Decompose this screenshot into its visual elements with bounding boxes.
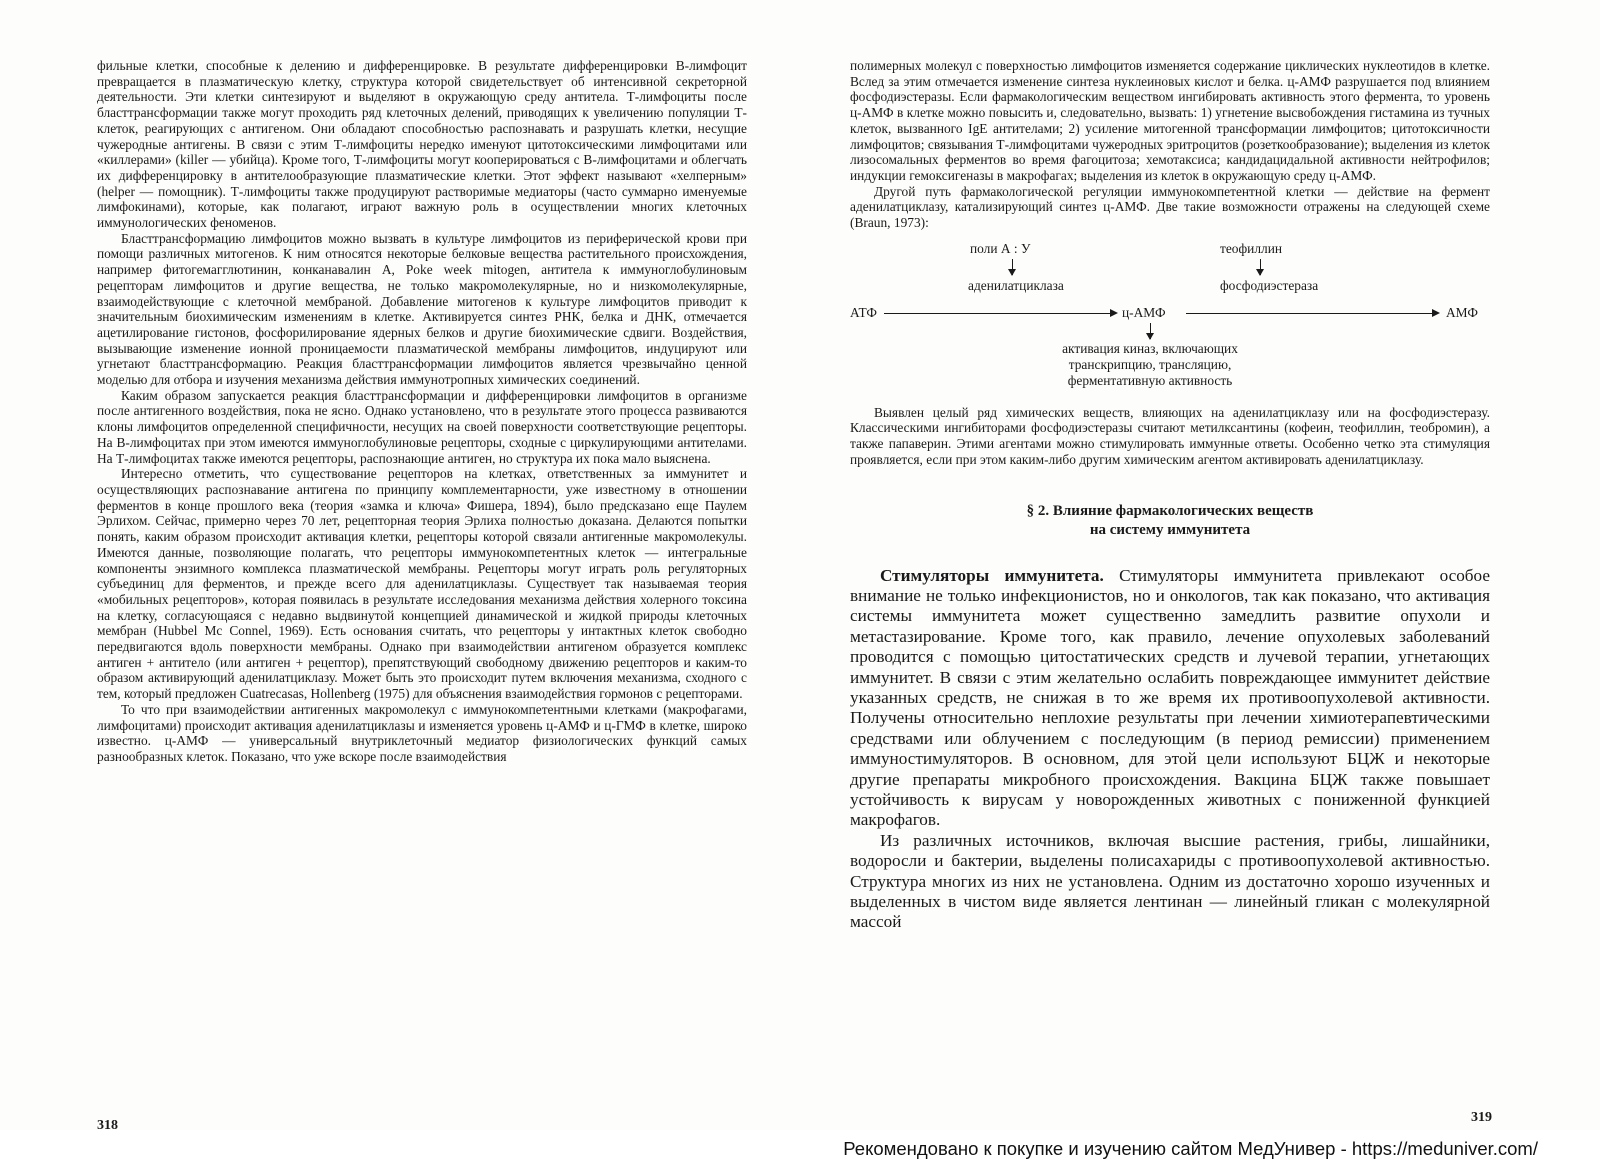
right-paragraph-1: полимерных молекул с поверхностью лимфоцитов изменяется содержание циклических нуклеотидов в клетке. Вслед за этим отмечается изменение синтеза нуклеиновых кислот и белка. ц-АМФ разрушается под влиянием фосфодиэстеразы. Если фармакологическим веществом ингибировать активность этого фермента, то уровень ц-АМФ в клетке можно повысить и, следовательно, вызвать: 1) угнетение высвобождения гистамина из тучных клеток, вызванного IgE антителами; 2) усиление митогенной трансформации лимфоцитов; цитотоксичности лимфоцитов; связывания Т-лимфоцитами чужеродных эритроцитов (розеткообразование); выделения из клеток лизосомальных ферментов во время фагоцитоза; хемотаксиса; кандидацидальной активности нейтрофилов; индукции гемоксигеназы в макрофагах; выделения из клеток в окружающую среду ц-АМФ. [850,58,1490,183]
section-title-line-2: на систему иммунитета [1089,521,1251,538]
left-paragraph-1: фильные клетки, способные к делению и дифференцировке. В результате дифференцировки В-лимфоцит превращается в плазматическую клетку, структура которой свидетельствует об интенсивной секреторной деятельности. Эти клетки синтезируют и выделяют в окружающую среду антитела. Т-лимфоциты после бласттрансформации также могут проходить ряд клеточных делений, приводящих к увеличению популяции Т-клеток, реагирующих с антигеном. Они обладают способностью распознавать и разрушать клетки, несущие чужеродные антигены. В связи с этим Т-лимфоциты нередко именуют цитотоксическими лимфоцитами или «киллерами» (killer — убийца). Кроме того, Т-лимфоциты могут кооперироваться с В-лимфоцитами и облегчать их дифференцировку в антителообразующие плазматические клетки. Этот эффект называют «хелперным» (helper — помощник). Т-лимфоциты также продуцируют растворимые медиаторы (часто суммарно именуемые лимфокинами), которые, как полагают, играют важную роль в осуществлении многих клеточных иммунологических феноменов. [97,58,747,231]
left-page [0,0,800,1133]
scheme-theophylline-arrow [1260,259,1261,275]
scheme-activation-line-1: активация киназ, включающих [1062,340,1238,356]
stimulators-text [850,566,1490,933]
scheme-amp-label: АМФ [1446,304,1478,320]
left-paragraph-3: Каким образом запускается реакция бласттрансформации и дифференцировки лимфоцитов в организме после антигенного воздействия, пока не ясно. Однако установлено, что в результате этого процесса развиваются клоны лимфоцитов определенной специфичности, несущих на своей поверхности соответствующие рецепторы. На В-лимфоцитах при этом имеются иммуноглобулиновые рецепторы, сходные с циркулирующими антителами. На Т-лимфоцитах также имеются рецепторы, распознающие антиген, но структура их пока мало выяснена. [97,387,747,466]
scheme-phosphodiesterase-label: фосфодиэстераза [1220,277,1319,293]
section-title [850,502,1490,540]
scheme-activation-line-2: транскрипцию, трансляцию, [1068,356,1232,372]
left-page-number: 318 [97,1118,118,1133]
scheme-poly-au-arrow [1012,259,1013,275]
left-paragraph-2: Бласттрансформацию лимфоцитов можно вызвать в культуре лимфоцитов из периферической крови при помощи различных митогенов. К ним относятся некоторые белковые вещества растительного происхождения, например фитогемагглютинин, конканавалин А, Poke week mitogen, антитела к иммуноглобулиновым рецепторам лимфоцитов и другие вещества, не только макромолекулярные, но и низкомолекулярные, взаимодействующие с клеточной мембраной. Добавление митогенов к культуре лимфоцитов приводит к значительным биохимическим изменениям в клетке. Активируется синтез РНК, белка и ДНК, отмечается ацетилирование гистонов, фосфорилирование ядерных белков и другие биохимические сдвиги. Воздействия, вызывающие изменение ионной проницаемости плазматической мембраны лимфоцитов, индуцируют или угнетают бласттрансформацию. Реакция бласттрансформации лимфоцитов является чрезвычайно ценной моделью для отбора и изучения механизма действия иммунотропных химических соединений. [97,230,747,388]
right-page [800,0,1600,1130]
big-paragraph-2: Из различных источников, включая высшие растения, грибы, лишайники, водоросли и бактерии, выделены полисахариды с противоопухолевой активностью. Структура многих из них не установлена. Одним из достаточно хорошо изученных и выделенных в чистом виде является лентинан — линейный гликан с молекулярной массой [850,830,1490,932]
scheme-atp-to-camp-arrow [884,313,1116,314]
scheme-camp-down-arrow [1150,323,1151,339]
big-paragraph-1-body: Стимуляторы иммунитета привлекают особое внимание не только инфекционистов, но и онкологов, так как показано, что активация системы иммунитета может существенно замедлить развитие опухоли и метастазирование. Кроме того, как правило, лечение опухолевых заболеваний проводится с помощью цитостатических средств и лучевой терапии, угнетающих иммунитет. В связи с этим желательно ослабить повреждающее иммунитет действие указанных средств, не снижая в то же время их противоопухолевой активности. Получены относительно неплохие результаты при лечении химиотерапевтическими средствами или облучением с последующим (в период ремиссии) применением иммуностимуляторов. В основном, для этой цели используют БЦЖ и некоторые другие препараты микробного происхождения. Вакцина БЦЖ также повышает устойчивость к вирусам у новорожденных животных с пониженной функцией макрофагов. [850,565,1490,830]
section-title-line-1: § 2. Влияние фармакологических веществ [1026,502,1314,519]
scheme-activation-text [1020,341,1280,389]
right-page-text-column [850,58,1490,933]
scheme-poly-au-label: поли А : У [970,240,1031,256]
right-paragraph-2: Другой путь фармакологической регуляции иммунокомпетентной клетки — действие на фермент аденилатциклазу, катализирующий синтез ц-АМФ. Две такие возможности отражены на следующей схеме (Braun, 1973): [850,183,1490,231]
scheme-theophylline-label: теофиллин [1220,240,1283,256]
right-paragraph-3: Выявлен целый ряд химических веществ, влияющих на аденилатциклазу или на фосфодиэстеразу. Классическими ингибиторами фосфодиэстеразы считают метилксантины (кофеин, теофиллин, теобромин), а также папаверин. Этими агентами можно стимулировать иммунные ответы. Особенно четко эта стимуляция проявляется, если при этом каким-либо другим химическим агентом активировать аденилатциклазу. [850,404,1490,467]
scheme-camp-to-amp-arrow [1186,313,1438,314]
big-paragraph-1 [850,566,1490,831]
scheme-adenylate-cyclase-label: аденилатциклаза [968,277,1064,293]
scheme-camp-label: ц-АМФ [1122,304,1166,320]
meduniver-footer-link[interactable]: Рекомендовано к покупке и изучению сайтом МедУнивер - https://meduniver.com/ [843,1138,1538,1159]
stimulators-heading: Стимуляторы иммунитета. [880,565,1104,585]
scheme-activation-line-3: ферментативную активность [1067,372,1233,388]
left-page-text-column [97,58,747,765]
left-paragraph-5: То что при взаимодействии антигенных макромолекул с иммунокомпетентными клетками (макрофагами, лимфоцитами) происходит активация аденилатциклазы и изменяется уровень ц-АМФ и ц-ГМФ в клетке, широко известно. ц-АМФ — универсальный внутриклеточный медиатор физиологических функций самых разнообразных клеток. Показано, что уже вскоре после взаимодействия [97,701,747,764]
right-page-number: 319 [1471,1110,1492,1125]
scheme-atp-label: АТФ [850,304,877,320]
camp-regulation-scheme [850,239,1490,399]
left-paragraph-4: Интересно отметить, что существование рецепторов на клетках, ответственных за иммунитет и осуществляющих распознавание антигена по принципу комплементарности, уже известному в отношении ферментов в конце прошлого века (теория «замка и ключа» Фишера, 1894), было предсказано еще Паулем Эрлихом. Сейчас, примерно через 70 лет, рецепторная теория Эрлиха полностью доказана. Делаются попытки понять, каким образом происходит активация клетки, рецепторы которой связали антигенные макромолекулы. Имеются данные, позволяющие полагать, что рецепторы иммунокомпетентных клеток — интегральные компоненты энзимного комплекса плазматической мембраны. Рецепторы могут играть роль регуляторных субъединиц для ферментов, и прежде всего для аденилатциклазы. Существует так называемая теория «мобильных рецепторов», которая появилась в результате исследования механизма действия холерного токсина на клетку, согласующаяся с недавно выдвинутой концепцией динамической и жидкой природы клеточных мембран (Hubbel Mc Connel, 1969). Есть основания считать, что рецепторы у интактных клеток свободно передвигаются вдоль поверхности мембраны. Однако при взаимодействии антигеном образуется комплекс антиген + антитело (или антиген + рецептор), препятствующий свободному движению рецепторов и каким-то образом активирующий аденилатциклазу. Может быть это происходит путем включения механизма, сходного с тем, который предложен Cuatrecasas, Hollenberg (1975) для объяснения взаимодействия гормонов с рецепторами. [97,466,747,702]
